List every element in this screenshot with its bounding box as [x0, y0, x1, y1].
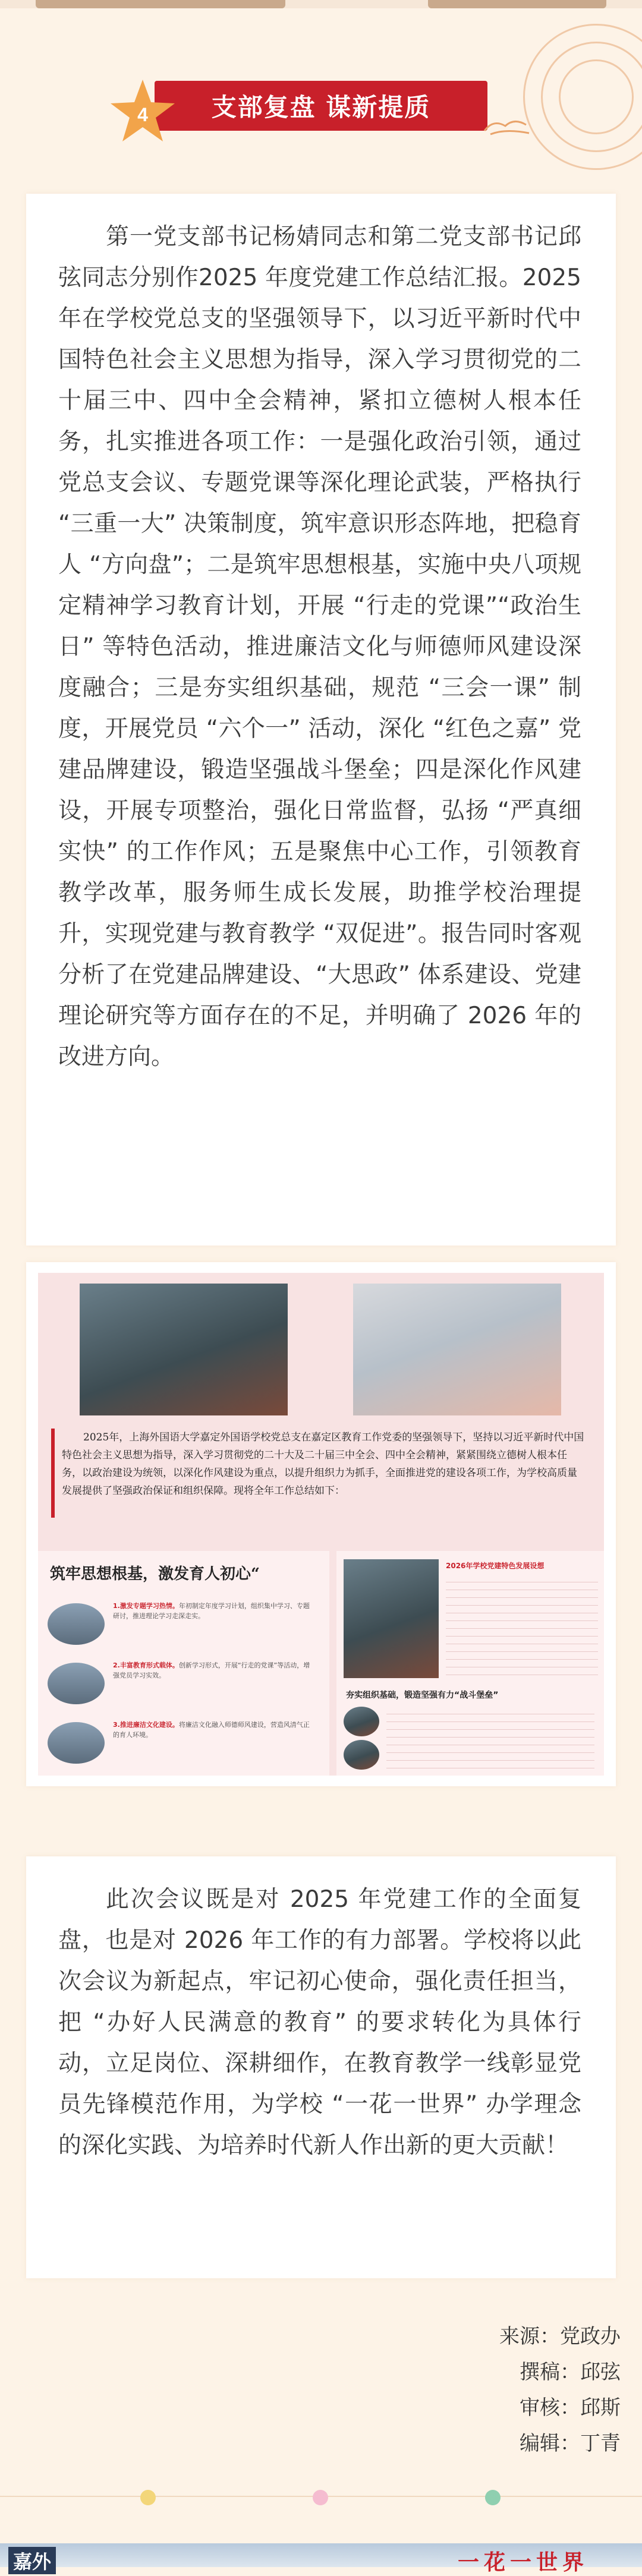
poster-card — [26, 1262, 616, 1786]
work-summary-poster — [38, 1273, 604, 1776]
poster-right-text-lines — [446, 1575, 598, 1676]
item-text — [113, 1660, 315, 1680]
section-title — [107, 77, 535, 149]
footer-logo-label: 嘉外 — [8, 2547, 56, 2574]
poster-right-text-lines-2 — [386, 1707, 594, 1768]
item-thumbnail — [344, 1740, 379, 1770]
item-thumbnail — [48, 1722, 105, 1764]
item-thumbnail — [48, 1603, 105, 1645]
decorative-circles — [523, 24, 642, 178]
poster-item — [48, 1658, 321, 1713]
poster-item — [48, 1598, 321, 1653]
poster-accent-bar — [51, 1429, 55, 1518]
footer-slogan: 一花一世界 — [458, 2550, 589, 2575]
summary-card — [26, 194, 616, 1246]
poster-right-panel — [336, 1551, 604, 1776]
item-title: 1.激发专题学习热情。 — [113, 1602, 179, 1610]
item-body: 创新学习形式，开展“行走的党课”等活动，增强党员学习实效。 — [113, 1661, 310, 1679]
poster-intro-text: 2025年，上海外国语大学嘉定外国语学校党总支在嘉定区教育工作党委的坚强领导下，坚持以习近平新时代中国特色社会主义思想为指导，深入学习贯彻党的二十大及二十届三中全会、四中全会精神，紧紧围绕立德树人根本任务，以政治建设为统领，以深化作风建设为重点，以提升组织力为抓手，全面推进党的建设各项工作，为学校高质量发展提供了坚强政治保证和组织保障。现将全年工作总结如下： — [62, 1432, 584, 1497]
yellow-dot-icon — [140, 2490, 156, 2505]
cloud-ornament-icon — [482, 113, 535, 137]
closing-card — [26, 1856, 616, 2278]
item-body: 年初制定年度学习计划，组织集中学习、专题研讨，推进理论学习走深走实。 — [113, 1602, 310, 1620]
meta-writer: 撰稿：邱弦 — [520, 2360, 621, 2384]
poster-left-heading: 筑牢思想根基，激发育人初心“ — [50, 1565, 260, 1583]
poster-intro — [62, 1429, 585, 1500]
item-title: 3.推进廉洁文化建设。 — [113, 1721, 179, 1729]
meta-reviewer: 审核：邱斯 — [520, 2396, 621, 2420]
poster-left-panel — [38, 1551, 329, 1776]
top-photo-right — [428, 0, 606, 8]
poster-right-heading-2: 夯实组织基础，锻造坚强有力“战斗堡垒” — [346, 1691, 499, 1700]
closing-paragraph: 此次会议既是对 2025 年党建工作的全面复盘，也是对 2026 年工作的有力部署。学校将以此次会议为新起点，牢记初心使命，强化责任担当，把 “办好人民满意的教育” 的要求转化为具体行动，立足岗位、深耕细作，在教育教学一线彰显党员先锋模范作用，为学校 “一花一世界” 办学理念的深化实践、为培养时代新人作出新的更大贡献！ — [58, 1886, 581, 2159]
section-title-text: 支部复盘 谋新提质 — [211, 93, 431, 122]
pink-dot-icon — [313, 2490, 328, 2505]
summary-paragraph: 第一党支部书记杨婧同志和第二党支部书记邱弦同志分别作2025 年度党建工作总结汇报。2025 年在学校党总支的坚强领导下，以习近平新时代中国特色社会主义思想为指导，深入学习贯彻党的二十届三中、四中全会精神，紧扣立德树人根本任务，扎实推进各项工作：一是强化政治引领，通过党总支会议、专题党课等深化理论武装，严格执行 “三重一大” 决策制度，筑牢意识形态阵地，把稳育人 “方向盘”；二是筑牢思想根基，实施中央八项规定精神学习教育计划，开展 “行走的党课”“政治生日” 等特色活动，推进廉洁文化与师德师风建设深度融合；三是夯实组织基础，规范 “三会一课” 制度，开展党员 “六个一” 活动，深化 “红色之嘉” 党建品牌建设，锻造坚强战斗堡垒；四是深化作风建设，开展专项整治，强化日常监督，弘扬 “严真细实快” 的工作作风；五是聚焦中心工作，引领教育教学改革，服务师生成长发展，助推学校治理提升，实现党建与教育教学 “双促进”。报告同时客观分析了在党建品牌建设、“大思政” 体系建设、党建理论研究等方面存在的不足，并明确了 2026 年的改进方向。 — [58, 223, 581, 1070]
top-photo-left — [36, 0, 285, 8]
item-text — [113, 1601, 315, 1621]
green-dot-icon — [485, 2490, 501, 2505]
building-photo — [344, 1559, 439, 1678]
poster-item — [48, 1717, 321, 1772]
group-photo-left — [80, 1284, 288, 1415]
poster-right-heading: 2026年学校党建特色发展设想 — [446, 1562, 545, 1570]
group-photo-right — [353, 1284, 561, 1415]
item-title: 2.丰富教育形式载体。 — [113, 1661, 179, 1669]
section-number: 4 — [137, 104, 148, 125]
item-thumbnail — [344, 1707, 379, 1736]
meta-editor: 编辑：丁青 — [520, 2432, 621, 2455]
item-thumbnail — [48, 1663, 105, 1704]
item-text — [113, 1720, 315, 1740]
top-photo-strip — [0, 0, 642, 8]
section-title-banner — [155, 81, 487, 131]
star-icon — [107, 77, 178, 149]
meta-source: 来源：党政办 — [499, 2325, 621, 2348]
item-body: 将廉洁文化融入师德师风建设，营造风清气正的育人环境。 — [113, 1721, 310, 1739]
